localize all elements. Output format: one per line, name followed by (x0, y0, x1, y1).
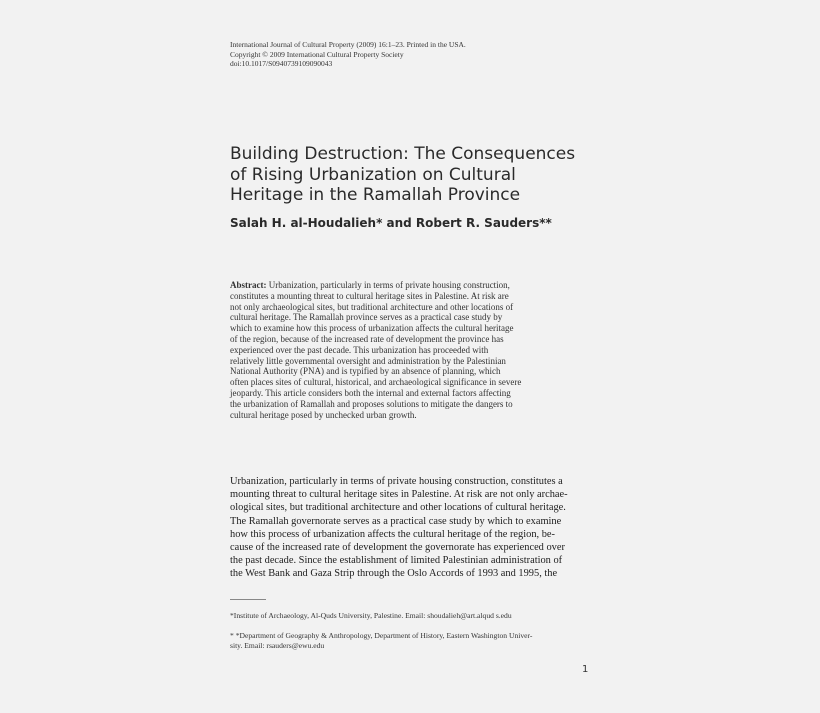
body-line: mounting threat to cultural heritage sites in Palestine. At risk are not only archae- (230, 489, 568, 501)
body-line: Urbanization, particularly in terms of private housing construction, constitutes a (230, 476, 563, 487)
doi-line: doi:10.1017/S0940739109090043 (230, 59, 333, 69)
page-number: 1 (582, 664, 589, 675)
abstract (230, 280, 560, 420)
authors: Salah H. al-Houdalieh* and Robert R. Sauders** (230, 216, 552, 230)
abstract-line: the urbanization of Ramallah and proposes solutions to mitigate the dangers to (230, 398, 513, 409)
body-paragraph (230, 475, 590, 581)
abstract-line: constitutes a mounting threat to cultural heritage sites in Palestine. At risk are (230, 290, 509, 301)
journal-header (230, 40, 466, 69)
title-line: Heritage in the Ramallah Province (230, 185, 521, 205)
abstract-first-line: Urbanization, particularly in terms of private housing construction, (266, 280, 510, 290)
abstract-line: National Authority (PNA) and is typified by an absence of planning, which (230, 366, 501, 377)
footnote-line: *Institute of Archaeology, Al-Quds University, Palestine. Email: shoudalieh@art.alqud s.edu (230, 611, 512, 620)
abstract-line: cultural heritage posed by unchecked urban growth. (230, 409, 417, 420)
copyright-line: Copyright © 2009 International Cultural Property Society (230, 49, 404, 59)
abstract-line: of the region, because of the increased rate of development the province has (230, 333, 504, 344)
footnote-author-1 (230, 611, 512, 621)
journal-citation-line: International Journal of Cultural Property (2009) 16:1–23. Printed in the USA. (230, 40, 466, 49)
body-line: cause of the increased rate of development the governorate has experienced over (230, 542, 565, 554)
abstract-line: which to examine how this process of urbanization affects the cultural heritage (230, 323, 514, 334)
footnote-line: * *Department of Geography & Anthropology, Department of History, Eastern Washington Univer- (230, 631, 533, 640)
abstract-line: cultural heritage. The Ramallah province serves as a practical case study by (230, 312, 503, 323)
footnote-divider (230, 599, 266, 600)
abstract-line: often places sites of cultural, historical, and archaeological significance in severe (230, 377, 522, 388)
abstract-line: experienced over the past decade. This urbanization has proceeded with (230, 344, 489, 355)
article-title (230, 144, 610, 206)
footnote-author-2 (230, 631, 532, 651)
body-line: the past decade. Since the establishment of limited Palestinian administration of (230, 555, 563, 567)
title-line: of Rising Urbanization on Cultural (230, 164, 516, 185)
body-line: how this process of urbanization affects the cultural heritage of the region, be- (230, 528, 555, 540)
abstract-label: Abstract: (230, 280, 267, 290)
body-line: ological sites, but traditional architecture and other locations of cultural heritage. (230, 502, 566, 514)
abstract-line: relatively little governmental oversight and administration by the Palestinian (230, 355, 506, 366)
abstract-line: jeopardy. This article considers both the internal and external factors affecting (230, 387, 511, 398)
title-line: Building Destruction: The Consequences (230, 144, 576, 164)
body-line: The Ramallah governorate serves as a practical case study by which to examine (230, 515, 562, 527)
footnote-line: sity. Email: rsauders@ewu.edu (230, 640, 325, 650)
body-line: the West Bank and Gaza Strip through the Oslo Accords of 1993 and 1995, the (230, 568, 558, 580)
abstract-line (230, 280, 560, 291)
abstract-line: not only archaeological sites, but traditional architecture and other locations of (230, 301, 514, 312)
